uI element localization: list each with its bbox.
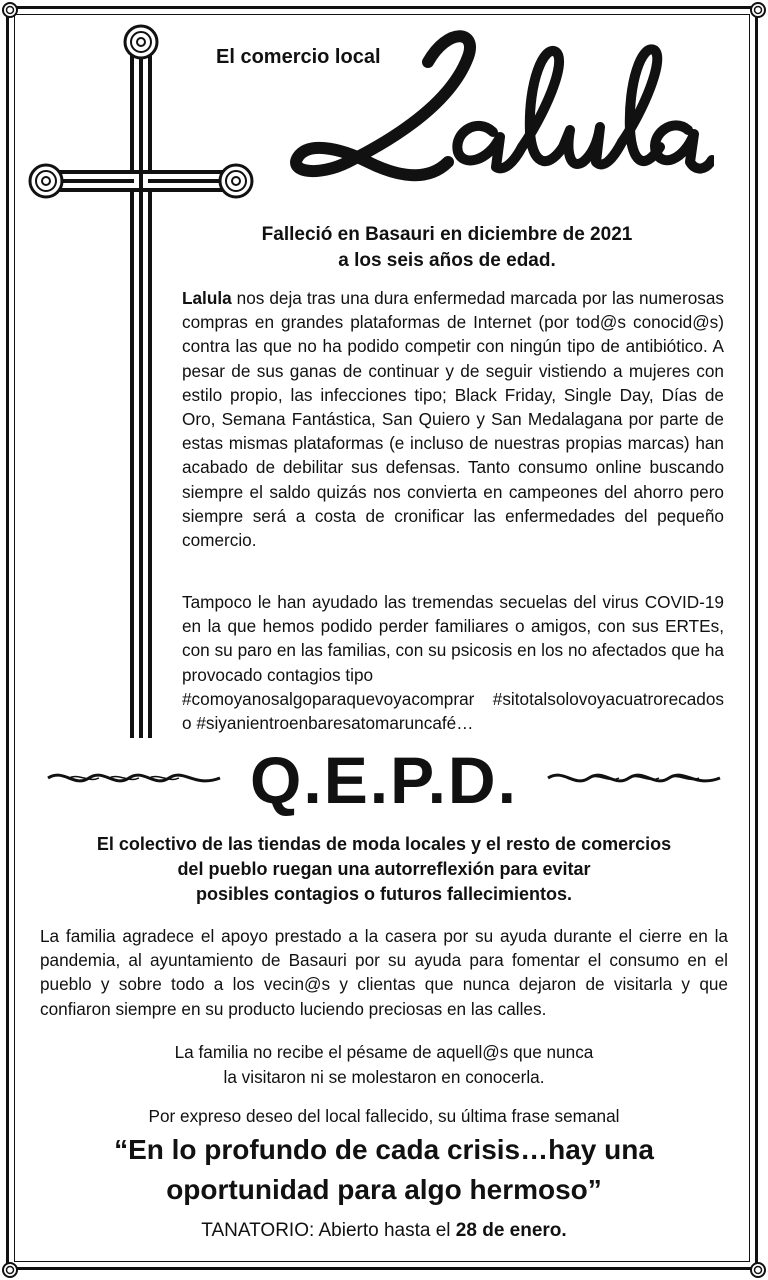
family-thanks: La familia agradece el apoyo prestado a la casera por su ayuda durante el cierre en la pandemia, al ayuntamiento de Basauri por su ayuda para fomentar el consumo en el pueblo y sobre todo a los vecin@s y clientas que nunca dejaron de visitarla y que confiaron siempre en su producto luciendo preciosas en las calles. bbox=[40, 926, 728, 1019]
qepd-title: Q.E.P.D. bbox=[250, 743, 518, 817]
qepd-row bbox=[44, 740, 724, 820]
last-line: o #siyanientroenbaresatomaruncafé… bbox=[182, 713, 474, 734]
headline-line: Falleció en Basauri en diciembre de 2021 bbox=[261, 224, 633, 245]
paragraph-text: nos deja tras una dura enfermedad marcada por las numerosas compras en grandes plataformas de Internet (por tod@s conocid@s) contra las que no ha podido competir con ningún tipo de antibiótico. A pesar de sus ganas de continuar y de seguir vistiendo a mujeres con estilo propio, las infecciones tipo; Black Friday, Single Day, Días de Oro, Semana Fantástica, San Quiero y San Medalagana por parte de estas mismas plataformas (e incluso de nuestras propias marcas) han acabado de debilitar sus defensas. Tanto consumo online buscando siempre el saldo quizás nos convierta en campeones del ahorro pero siempre será a costa de cronificar las enfermedades del pequeño comercio. bbox=[182, 288, 724, 551]
lalula-script-logo bbox=[278, 22, 714, 202]
quote-line: “En lo profundo de cada crisis…hay una bbox=[114, 1134, 654, 1165]
condolence-notice bbox=[40, 1040, 728, 1090]
corner-ornament-icon bbox=[1, 1261, 19, 1279]
corner-ornament-icon bbox=[749, 1, 767, 19]
final-quote bbox=[40, 1130, 728, 1210]
store-name: Lalula bbox=[182, 288, 232, 308]
funeral-prefix: TANATORIO: Abierto hasta el bbox=[201, 1220, 456, 1241]
notice-line: la visitaron ni se molestaron en conocerla. bbox=[223, 1067, 545, 1087]
kicker-text: El comercio local bbox=[216, 46, 381, 68]
obituary-paragraph bbox=[182, 286, 724, 552]
desire-intro: Por expreso deseo del local fallecido, su última frase semanal bbox=[148, 1106, 620, 1126]
swirl-ornament-icon bbox=[544, 764, 724, 792]
hashtags-line: #comoyanosalgoparaquevoyacomprar #sitotalsolovoyacuatrorecados bbox=[182, 688, 724, 709]
quote-line: oportunidad para algo hermoso” bbox=[166, 1174, 602, 1205]
funeral-home-notice bbox=[40, 1218, 728, 1244]
notice-line: El colectivo de las tiendas de moda locales y el resto de comercios bbox=[96, 834, 672, 854]
notice-line: del pueblo ruegan una autorreflexión para evitar bbox=[177, 859, 591, 879]
death-headline bbox=[182, 222, 712, 274]
notice-line: posibles contagios o futuros fallecimientos. bbox=[195, 884, 573, 904]
collective-notice bbox=[40, 832, 728, 907]
corner-ornament-icon bbox=[1, 1, 19, 19]
notice-line: La familia no recibe el pésame de aquell@s que nunca bbox=[174, 1042, 594, 1062]
corner-ornament-icon bbox=[749, 1261, 767, 1279]
funeral-date: 28 de enero. bbox=[455, 1220, 567, 1241]
headline-line: a los seis años de edad. bbox=[338, 250, 556, 271]
covid-paragraph bbox=[182, 590, 724, 735]
paragraph-text: Tampoco le han ayudado las tremendas secuelas del virus COVID-19 en la que hemos podido perder familiares o amigos, con sus ERTEs, con su paro en las familias, con su psicosis en los no afectados que ha provocado contagios tipo bbox=[182, 592, 724, 685]
